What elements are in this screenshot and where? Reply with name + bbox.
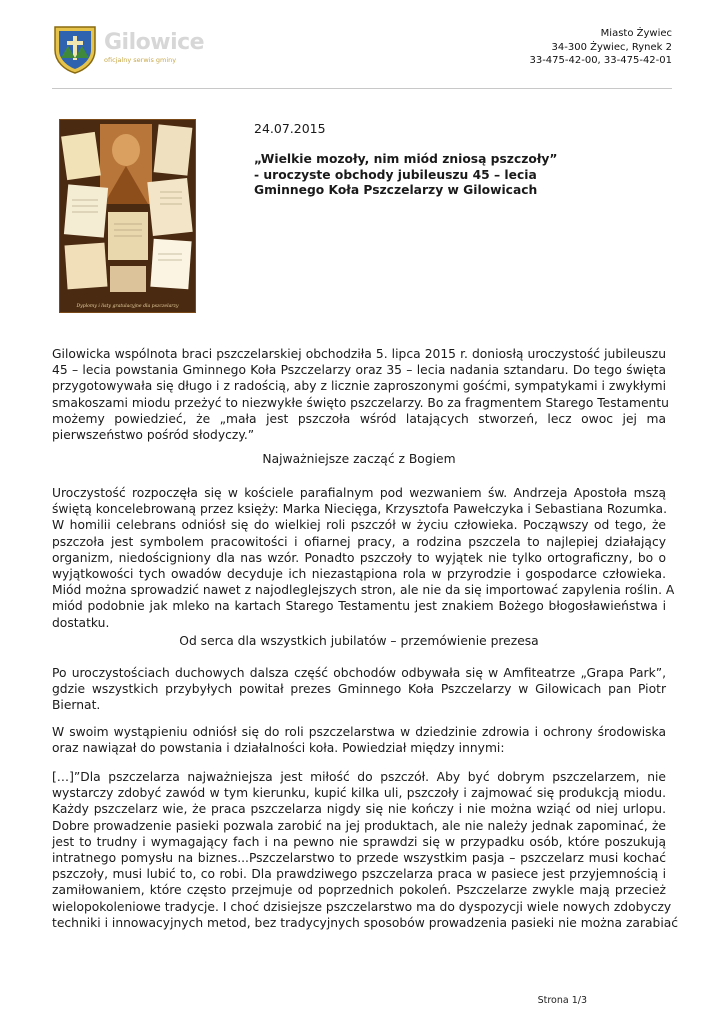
paragraph-speech-intro: [52, 724, 666, 756]
text-line: W swoim wystąpieniu odniósł się do roli pszczelarstwa w dziedzinie zdrowia i ochrony środowiska: [52, 725, 666, 739]
logo-text: Gilowice: [104, 30, 205, 55]
text-line: organizm, niedościgniony dla nas wzór. Ponadto pszczoły to wyjątek nie tylko ortograficzny, bo o: [52, 550, 666, 565]
title-line: - uroczyste obchody jubileuszu 45 – lecia: [254, 167, 537, 182]
coat-of-arms-icon: [52, 24, 98, 74]
paragraph-amphitheatre: [52, 665, 666, 714]
text-line: możemy powiedzieć, że „mała jest pszczoła wśród latających stworzeń, lecz owoc jej ma: [52, 411, 666, 426]
logo-tagline: oficjalny serwis gminy: [104, 56, 177, 64]
address-block: [529, 27, 672, 68]
page-number: Strona 1/3: [537, 995, 587, 1006]
paragraph-speech-quote: [52, 769, 679, 931]
text-line: Dobre prowadzenie pasieki pozwala zarobić na jej produktach, ale nie należy jednak zapominać, że: [52, 818, 666, 833]
text-line: smakoszami miodu przeżyć to niezwykłe święto pszczelarzy. Bo za fragmentem Starego Testamentu: [52, 395, 669, 410]
title-line: „Wielkie mozoły, nim miód zniosą pszczoły”: [254, 152, 558, 166]
section-heading: Od serca dla wszystkich jubilatów – przemówienie prezesa: [179, 634, 539, 648]
text-line: techniki i innowacyjnych metod, bez tradycyjnych sposobów prowadzenia pasieki nie można zarabiać: [52, 915, 679, 930]
text-line: W homilii celebrans odniósł się do wielkiej roli pszczół w życiu człowieka. Począwszy od tego, że: [52, 518, 666, 533]
text-line: dostatku.: [52, 615, 110, 630]
section-heading: Najważniejsze zacząć z Bogiem: [262, 452, 456, 466]
text-line: Miód można sprowadzić nawet z najodleglejszych stron, ale nie da się importować zapylenia roślin. A: [52, 583, 675, 598]
text-line: jest to trudny i wymagający fach i na pewno nie sprawdzi się w przypadku osób, które poszukują: [52, 834, 666, 849]
article-photo: [59, 119, 196, 313]
text-line: wystarczy zdobyć zawód w tym kierunku, kupić kilka uli, pszczoły i zajmować się produkcją miodu.: [52, 786, 666, 801]
text-line: 45 – lecia powstania Gminnego Koła Pszczelarzy oraz 35 – lecia nadania sztandaru. Do tego święta: [52, 363, 666, 378]
text-line: Uroczystość rozpoczęła się w kościele parafialnym pod wezwaniem św. Andrzeja Apostoła mszą: [52, 486, 666, 500]
text-line: pszczoła jest symbolem pracowitości i ofiarnej pracy, a rodzina pszczela to najlepiej działający: [52, 534, 666, 549]
paragraph-intro: [52, 346, 669, 443]
text-line: Biernat.: [52, 698, 101, 713]
title-line: Gminnego Koła Pszczelarzy w Gilowicach: [254, 183, 538, 197]
text-line: zamiłowaniem, które często przejmuje od poprzednich pokoleń. Pszczelarze zwykle mają przecież: [52, 883, 666, 898]
paragraph-mass: [52, 485, 675, 631]
address-line: 34-300 Żywiec, Rynek 2: [551, 41, 672, 53]
text-line: gdzie wszystkich przybyłych powitał prezes Gminnego Koła Pszczelarzy w Gilowicach pan Piotr: [52, 682, 666, 697]
text-line: pierwszeństwo pośród słodyczy.”: [52, 428, 255, 443]
text-line: miód podobnie jak mleko na kartach Starego Testamentu jest znakiem Bożego błogosławieństwa i: [52, 599, 666, 614]
text-line: świętą koncelebrowaną przez księży: Marka Niecięga, Krzysztofa Pawełczyka i Sebastiana Rozumka.: [52, 502, 667, 517]
photo-caption: Dyplomy i listy gratulacyjne dla pszczelarzy: [76, 304, 179, 309]
text-line: pszczoły, musi lubić to, co robi. Dla prawdziwego pszczelarza praca w pasiece jest przyjemnością i: [52, 867, 666, 882]
text-line: oraz nawiązał do powstania i działalności koła. Powiedział między innymi:: [52, 741, 505, 756]
site-logo[interactable]: [52, 24, 205, 76]
header-divider: [52, 88, 672, 89]
photo-collage: [60, 120, 195, 312]
article-date: 24.07.2015: [254, 121, 326, 136]
text-line: intratnego pomysłu na biznes...Pszczelarstwo to przede wszystkim pasja – pszczelarz musi kochać: [52, 851, 666, 866]
article-title: [254, 152, 574, 199]
text-line: Gilowicka wspólnota braci pszczelarskiej obchodziła 5. lipca 2015 r. doniosłą uroczystość jubileuszu: [52, 347, 666, 361]
text-line: przygotowywała się długo i z radością, aby z licznie zaproszonymi gośćmi, sympatykami i zwykłymi: [52, 379, 666, 394]
text-line: wielopokoleniowe tradycje. I choć dzisiejsze pszczelarstwo ma do dyspozycji wiele nowych zdobyczy: [52, 899, 672, 914]
address-line: 33-475-42-00, 33-475-42-01: [529, 55, 672, 66]
text-line: Po uroczystościach duchowych dalsza część obchodów odbywała się w Amfiteatrze „Grapa Park”,: [52, 666, 666, 680]
address-line: Miasto Żywiec: [600, 28, 672, 39]
text-line: wyjątkowości tych owadów decyduje ich niezastąpiona rola w przyrodzie i gospodarce człowieka.: [52, 567, 666, 582]
text-line: […]”Dla pszczelarza najważniejsza jest miłość do pszczół. Aby być dobrym pszczelarzem, nie: [52, 770, 666, 784]
text-line: Każdy pszczelarz wie, że praca pszczelarza nigdy się nie kończy i nie można wziąć od niej urlopu.: [52, 802, 666, 817]
